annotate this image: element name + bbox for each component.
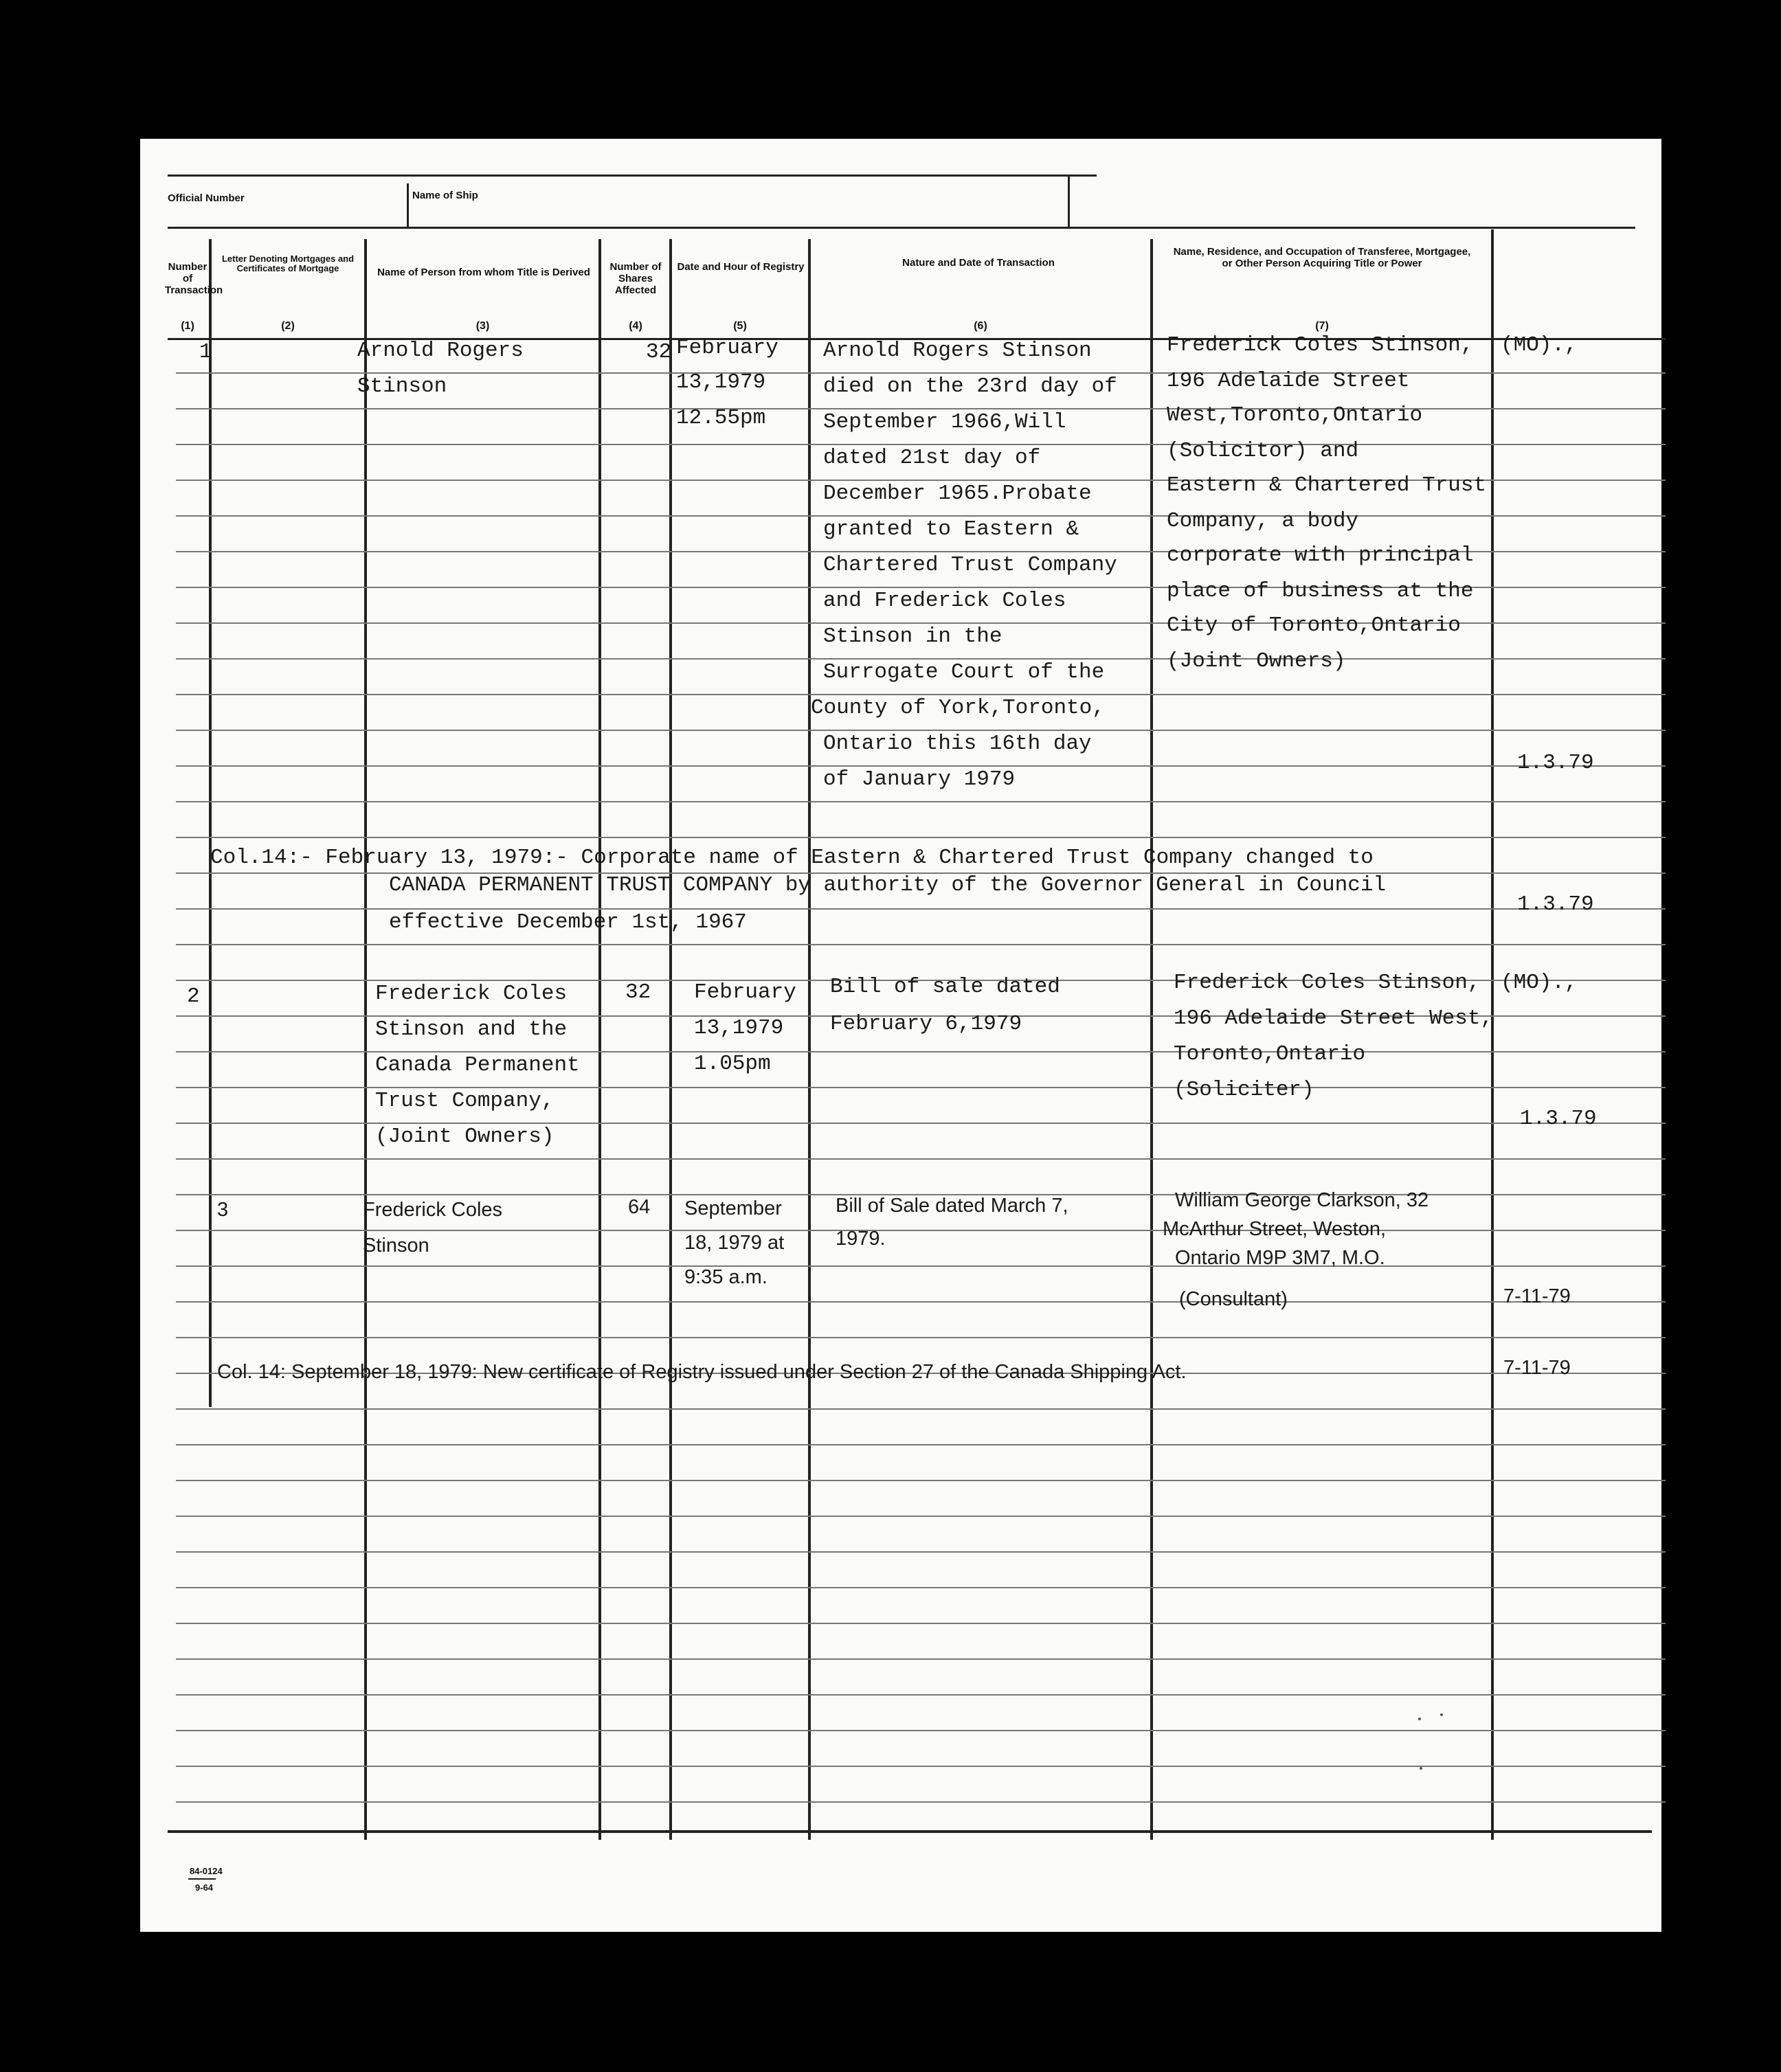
ruled-line [176,1265,1666,1267]
entry-2-number: 2 [187,984,200,1009]
entry-1-nature-line-3: September 1966,Will [823,410,1066,434]
entry-3-recorded: 7-11-79 [1503,1285,1571,1307]
col-rule-1 [209,239,212,1407]
entry-1-nature-line-1: Arnold Rogers Stinson [823,339,1092,363]
form-code: 84-0124 [190,1866,223,1876]
col-header-3: Name of Person from whom Title is Derived [377,267,590,278]
ruled-line [176,1658,1666,1660]
table-bottom-rule [168,1830,1652,1833]
ship-name-label: Name of Ship [412,190,478,201]
form-code-divider [188,1878,216,1880]
ruled-line [176,1158,1666,1160]
ruled-line [176,1587,1666,1588]
entry-2-date-line-2: 13,1979 [694,1016,784,1040]
entry-3-date-line-2: 18, 1979 at [684,1232,785,1254]
col-num-2: (2) [281,320,295,332]
entry-3-acquirer-line-1: William George Clarkson, 32 [1175,1189,1429,1211]
entry-1-acquirer-line-8: place of business at the [1167,579,1474,603]
ruled-line [176,658,1666,660]
entry-1-from-line-2: Stinson [357,374,447,398]
entry-3-date-line-3: 9:35 a.m. [684,1266,768,1288]
note-1-recorded: 1.3.79 [1517,892,1594,916]
official-number-label: Official Number [168,192,245,204]
entry-3-nature-line-1: Bill of Sale dated March 7, [836,1195,1068,1217]
ruled-line [176,837,1666,838]
ruled-line [176,1051,1666,1052]
ruled-line [176,1408,1666,1410]
entry-1-date-line-1: February [676,336,779,360]
col-header-1: Number of Transaction [165,261,223,296]
stray-mark [1420,1767,1422,1770]
col-num-5: (5) [733,320,747,332]
ruled-line [176,765,1666,767]
ruled-line [176,408,1666,409]
col-num-3: (3) [475,320,490,332]
ruled-line [176,1694,1666,1696]
form-date: 9-64 [195,1882,214,1893]
ruled-line [176,908,1666,910]
entry-3-from-line-2: Stinson [363,1235,429,1257]
entry-3-from-line-1: Frederick Coles [363,1199,503,1221]
ruled-line [176,372,1666,374]
note-1-line-2: CANADA PERMANENT TRUST COMPANY by authority of the Governor General in Council [389,873,1387,897]
entry-1-acquirer-line-4: (Solicitor) and [1167,439,1359,463]
ruled-line [176,1730,1666,1731]
register-page [140,139,1661,1932]
col-rule-7 [1491,229,1494,1840]
col-num-1: (1) [181,320,194,332]
entry-3-shares: 64 [628,1196,651,1218]
entry-2-recorded: 1.3.79 [1520,1107,1597,1131]
note-1-line-3: effective December 1st, 1967 [389,910,747,934]
header-box-top-rule [168,174,1097,177]
col-header-4: Number of Shares Affected [609,261,662,296]
ruled-line [176,1444,1666,1445]
entry-1-nature-line-5: December 1965.Probate [823,482,1092,506]
entry-1-date-line-3: 12.55pm [676,406,766,430]
ruled-line [176,444,1666,445]
entry-2-right-note: (MO)., [1501,971,1578,995]
col-num-4: (4) [629,320,642,332]
entry-1-acquirer-line-2: 196 Adelaide Street [1167,369,1410,393]
entry-2-from-line-1: Frederick Coles [375,982,568,1006]
ruled-line [176,1230,1666,1231]
entry-1-nature-line-10: Surrogate Court of the [823,660,1105,684]
entry-1-nature-line-9: Stinson in the [823,624,1002,649]
ruled-line [176,694,1666,695]
entry-1-acquirer-line-10: (Joint Owners) [1167,649,1346,673]
stray-mark [1440,1713,1443,1716]
entry-1-acquirer-line-5: Eastern & Chartered Trust [1167,473,1487,497]
entry-1-acquirer-line-1: Frederick Coles Stinson, [1167,333,1474,357]
entry-2-from-line-3: Canada Permanent [375,1053,580,1077]
ruled-line [176,1516,1666,1517]
ruled-line [176,515,1666,517]
ruled-line [176,1123,1666,1124]
entry-1-right-note: (MO)., [1501,333,1578,357]
entry-2-nature-line-1: Bill of sale dated [830,975,1060,999]
ruled-line [176,1623,1666,1624]
entry-1-nature-line-4: dated 21st day of [823,446,1041,470]
col-header-7: Name, Residence, and Occupation of Transferee, Mortgagee, or Other Person Acquiring Title or Power [1173,246,1471,269]
entry-3-nature-line-2: 1979. [836,1228,886,1250]
entry-1-nature-line-7: Chartered Trust Company [823,553,1117,577]
entry-3-number: 3 [217,1199,229,1221]
ruled-line [176,1301,1666,1303]
col-num-6: (6) [974,320,987,332]
header-box-right-rule [1068,174,1070,227]
entry-1-acquirer-line-6: Company, a body [1167,509,1359,533]
ruled-line [176,730,1666,731]
ruled-line [176,1551,1666,1553]
note-2-recorded: 7-11-79 [1503,1357,1571,1379]
col-header-6: Nature and Date of Transaction [902,257,1055,269]
ruled-line [176,944,1666,945]
ruled-line [176,1801,1666,1803]
stray-mark [1418,1718,1421,1720]
entry-1-nature-line-6: granted to Eastern & [823,517,1079,541]
entry-3-acquirer-line-4: (Consultant) [1179,1288,1288,1310]
entry-2-acquirer-line-2: 196 Adelaide Street West, [1174,1006,1494,1031]
entry-1-nature-line-2: died on the 23rd day of [823,374,1117,398]
col-header-5: Date and Hour of Registry [677,261,805,273]
note-2-line-1: Col. 14: September 18, 1979: New certificate of Registry issued under Section 27 of the Canada Shipping Act. [217,1361,1187,1383]
entry-1-acquirer-line-7: corporate with principal [1167,543,1474,567]
entry-1-recorded: 1.3.79 [1517,751,1594,775]
entry-1-nature-line-11: County of York,Toronto, [811,696,1105,720]
ruled-line [176,1480,1666,1481]
entry-2-date-line-3: 1.05pm [694,1052,771,1076]
ruled-line [176,801,1666,802]
entry-2-shares: 32 [625,980,651,1004]
entry-2-acquirer-line-3: Toronto,Ontario [1174,1042,1366,1066]
entry-3-acquirer-line-2: McArthur Street, Weston, [1163,1218,1387,1240]
entry-2-from-line-5: (Joint Owners) [375,1125,555,1149]
entry-1-nature-line-8: and Frederick Coles [823,589,1066,613]
entry-2-acquirer-line-1: Frederick Coles Stinson, [1174,971,1481,995]
entry-1-nature-line-12: Ontario this 16th day [823,732,1092,756]
ruled-line [176,1337,1666,1338]
col-header-2: Letter Denoting Mortgages and Certificates of Mortgage [221,254,355,273]
entry-1-number: 1 [199,340,212,364]
entry-1-from-line-1: Arnold Rogers [357,339,524,363]
ruled-line [176,1087,1666,1088]
col-num-7: (7) [1315,320,1329,332]
entry-2-from-line-2: Stinson and the [375,1017,568,1041]
entry-1-acquirer-line-3: West,Toronto,Ontario [1167,403,1423,427]
table-top-rule [168,227,1635,229]
entry-2-nature-line-2: February 6,1979 [830,1012,1022,1036]
entry-2-acquirer-line-4: (Soliciter) [1174,1078,1314,1102]
entry-1-shares: 32 [646,340,672,364]
entry-1-date-line-2: 13,1979 [676,370,766,394]
entry-1-acquirer-line-9: City of Toronto,Ontario [1167,613,1461,638]
entry-3-acquirer-line-3: Ontario M9P 3M7, M.O. [1175,1247,1385,1269]
entry-2-date-line-1: February [694,980,796,1004]
entry-3-date-line-1: September [684,1197,782,1219]
entry-2-from-line-4: Trust Company, [375,1089,555,1113]
note-1-line-1: Col.14:- February 13, 1979:- Corporate name of Eastern & Chartered Trust Company changed to [210,846,1374,870]
entry-1-nature-line-13: of January 1979 [823,767,1016,791]
header-box-divider [407,183,409,227]
ruled-line [176,1766,1666,1767]
